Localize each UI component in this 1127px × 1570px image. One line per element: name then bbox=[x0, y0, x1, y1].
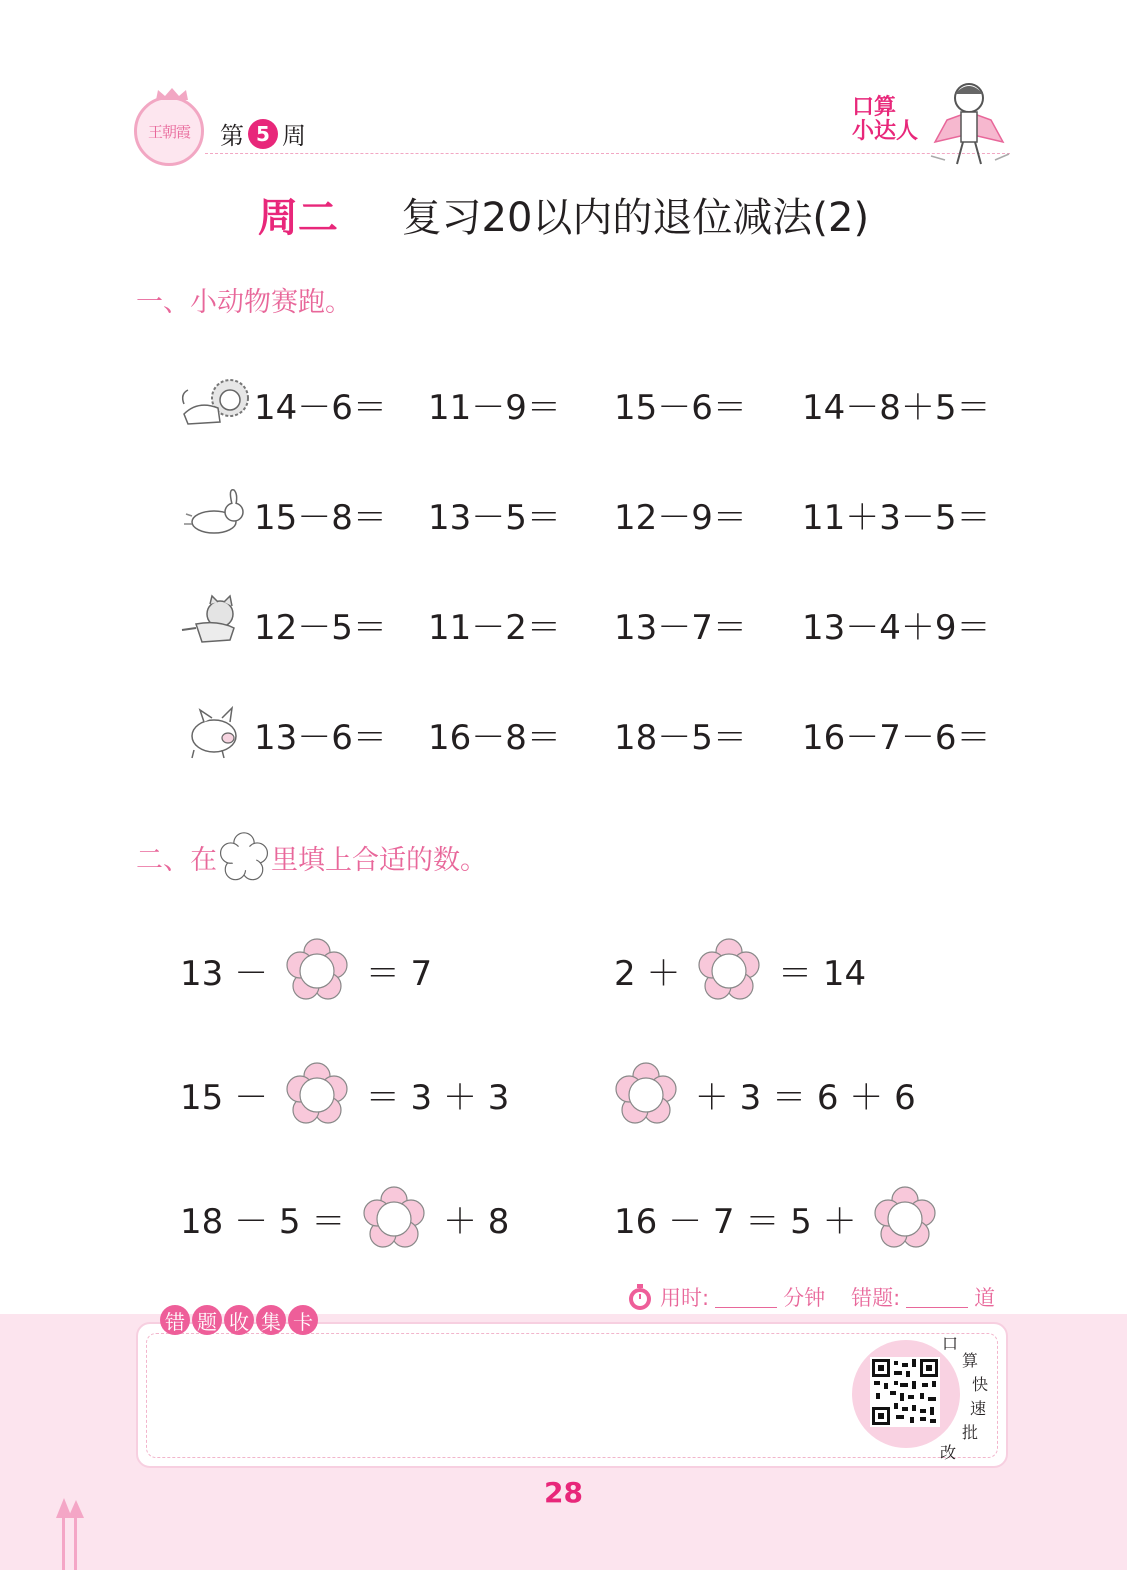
errors-blank[interactable] bbox=[906, 1287, 968, 1308]
fill-blank-equation: 16 － 7 ＝ 5 ＋ bbox=[614, 1186, 943, 1250]
answer-flower-blank[interactable] bbox=[362, 1186, 426, 1250]
expression: 12－9＝ bbox=[614, 498, 747, 538]
expression: 13－5＝ bbox=[428, 498, 561, 538]
section-2-heading: 二、在 里填上合适的数。 bbox=[136, 832, 487, 882]
qr-code-icon[interactable] bbox=[870, 1357, 940, 1427]
race-row bbox=[178, 372, 998, 432]
expression: 11－2＝ bbox=[428, 608, 561, 648]
mascot-girl-icon bbox=[925, 76, 1013, 168]
expression: 15－8＝ bbox=[254, 498, 387, 538]
answer-flower-blank[interactable] bbox=[873, 1186, 937, 1250]
fill-blank-equation: 15 － ＝ 3 ＋ 3 bbox=[180, 1062, 509, 1126]
expression: 13－4＋9＝ bbox=[802, 608, 991, 648]
header-divider bbox=[205, 153, 1010, 154]
answer-flower-blank[interactable] bbox=[697, 938, 761, 1002]
expression: 14－8＋5＝ bbox=[802, 388, 991, 428]
title-topic: 复习20以内的退位减法(2) bbox=[401, 195, 870, 241]
race-row bbox=[178, 592, 998, 652]
brand-logo: 口算 小达人 bbox=[852, 95, 919, 144]
expression: 13－6＝ bbox=[254, 718, 387, 758]
expression: 13－7＝ bbox=[614, 608, 747, 648]
expression: 18－5＝ bbox=[614, 718, 747, 758]
time-blank[interactable] bbox=[715, 1287, 777, 1308]
section-1-heading: 一、小动物赛跑。 bbox=[136, 287, 352, 318]
fill-blank-equation: 13 － ＝ 7 bbox=[180, 938, 432, 1002]
logo-text: 王朝霞 bbox=[147, 122, 190, 141]
answer-flower-blank[interactable] bbox=[285, 938, 349, 1002]
answer-flower-blank[interactable] bbox=[614, 1062, 678, 1126]
expression: 16－7－6＝ bbox=[802, 718, 991, 758]
expression: 15－6＝ bbox=[614, 388, 747, 428]
expression: 12－5＝ bbox=[254, 608, 387, 648]
lion-icon bbox=[178, 374, 250, 430]
week-label: 第 5 周 bbox=[220, 116, 306, 151]
expression: 14－6＝ bbox=[254, 388, 387, 428]
stopwatch-icon bbox=[626, 1283, 654, 1311]
fill-blank-equation: ＋ 3 ＝ 6 ＋ 6 bbox=[608, 1062, 916, 1126]
answer-flower-blank[interactable] bbox=[285, 1062, 349, 1126]
flower-icon bbox=[219, 832, 269, 882]
race-row bbox=[178, 702, 998, 762]
cat-icon bbox=[178, 594, 250, 650]
error-card-title: 错 题 收 集 卡 bbox=[160, 1305, 318, 1335]
expression: 11＋3－5＝ bbox=[802, 498, 991, 538]
rabbit-icon bbox=[178, 484, 250, 540]
week-number-badge: 5 bbox=[248, 119, 278, 149]
time-and-errors: 用时: 分钟 错题: 道 bbox=[626, 1282, 995, 1312]
title-day: 周二 bbox=[257, 195, 338, 241]
publisher-logo bbox=[134, 96, 204, 166]
pig-icon bbox=[178, 704, 250, 760]
expression: 16－8＝ bbox=[428, 718, 561, 758]
fill-blank-equation: 2 ＋ ＝ 14 bbox=[614, 938, 866, 1002]
crown-icon bbox=[154, 87, 190, 101]
race-row bbox=[178, 482, 998, 542]
page-number: 28 bbox=[544, 1476, 583, 1509]
expression: 11－9＝ bbox=[428, 388, 561, 428]
fill-blank-equation: 18 － 5 ＝ ＋ 8 bbox=[180, 1186, 509, 1250]
arrow-up-icon bbox=[52, 1496, 88, 1570]
page-title bbox=[0, 186, 1127, 243]
